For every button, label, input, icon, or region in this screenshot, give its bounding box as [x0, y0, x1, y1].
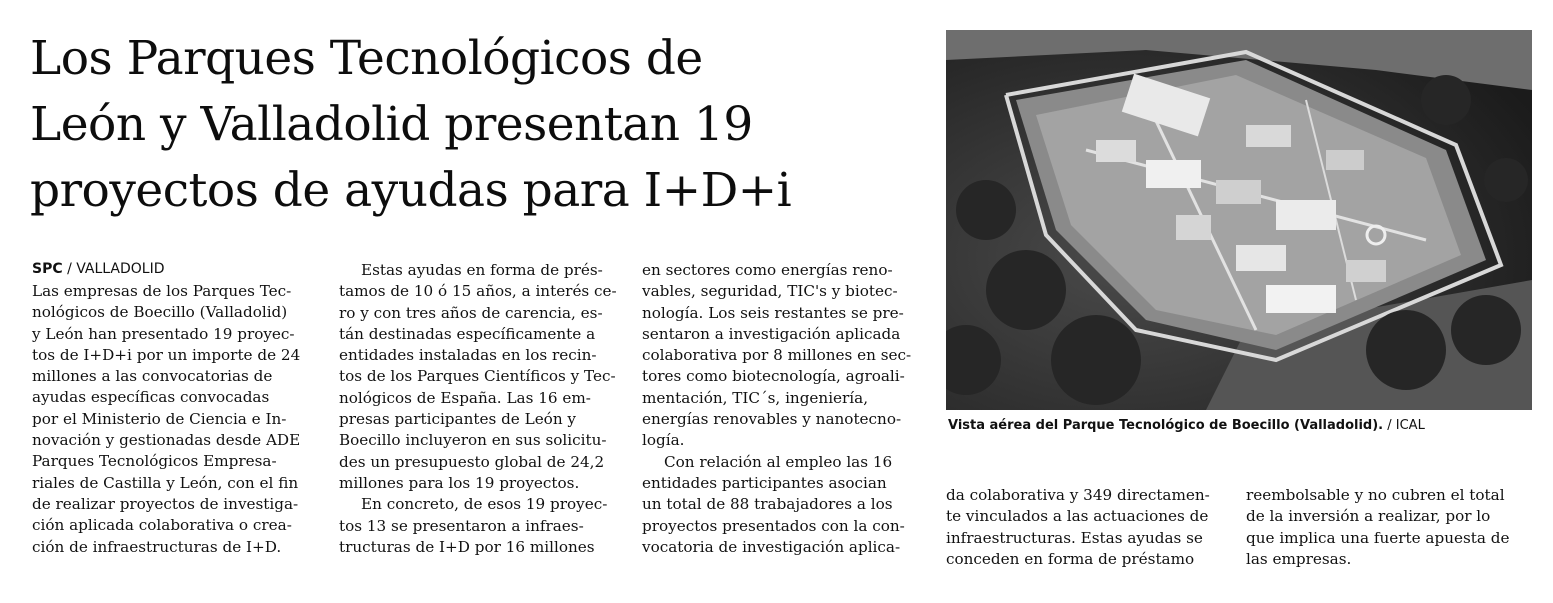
article-line: vables, seguridad, TIC's y biotec- — [642, 282, 898, 301]
article-line: des un presupuesto global de 24,2 — [339, 452, 605, 471]
photo-caption — [948, 418, 1425, 433]
article-line: sentaron a investigación aplicada — [642, 324, 901, 343]
headline-line: Los Parques Tecnológicos de — [30, 31, 703, 86]
article-line: Boecillo incluyeron en sus solicitu- — [339, 431, 607, 450]
article-line: tos de I+D+i por un importe de 24 — [32, 345, 301, 364]
byline-agency: SPC — [32, 261, 63, 277]
article-line: mentación, TIC´s, ingeniería, — [642, 388, 869, 407]
article-column-2 — [339, 260, 617, 558]
byline-place: VALLADOLID — [76, 261, 165, 277]
photo-caption-text: Vista aérea del Parque Tecnológico de Boecillo (Valladolid). — [948, 418, 1384, 433]
article-line: tores como biotecnología, agroali- — [642, 367, 905, 386]
article-line: presas participantes de León y — [339, 410, 577, 429]
article-line: en sectores como energías reno- — [642, 261, 893, 279]
aerial-photo-icon — [946, 30, 1532, 410]
article-line: tán destinadas específicamente a — [339, 324, 596, 343]
article-line: nológicos de España. Las 16 em- — [339, 388, 591, 407]
article-line: tos 13 se presentaron a infraes- — [339, 516, 584, 535]
article-line: Las empresas de los Parques Tec- — [32, 282, 292, 300]
article-line: novación y gestionadas desde ADE — [32, 431, 301, 450]
headline — [30, 26, 910, 224]
article-line: ción aplicada colaborativa o crea- — [32, 516, 292, 535]
article-column-3 — [642, 260, 911, 558]
article-line: infraestructuras. Estas ayudas se — [946, 528, 1203, 547]
article-line: nología. Los seis restantes se pre- — [642, 303, 904, 322]
byline — [32, 261, 165, 277]
article-line: y León han presentado 19 proyec- — [32, 324, 295, 343]
headline-line: proyectos de ayudas para I+D+i — [30, 163, 792, 218]
article-line: entidades participantes asocian — [642, 473, 887, 492]
article-line: ción de infraestructuras de I+D. — [32, 537, 282, 556]
article-line: un total de 88 trabajadores a los — [642, 495, 893, 514]
headline-line: León y Valladolid presentan 19 — [30, 97, 753, 152]
article-column-1 — [32, 281, 300, 558]
photo-credit-separator: / — [1383, 418, 1396, 433]
article-line: proyectos presentados con la con- — [642, 516, 905, 535]
aerial-photo — [946, 30, 1532, 410]
article-line: tos de los Parques Científicos y Tec- — [339, 367, 616, 386]
article-line: conceden en forma de préstamo — [946, 549, 1195, 568]
article-line: energías renovables y nanotecno- — [642, 410, 902, 429]
article-line: que implica una fuerte apuesta de — [1246, 528, 1510, 547]
article-line: tamos de 10 ó 15 años, a interés ce- — [339, 282, 617, 301]
article-line: las empresas. — [1246, 549, 1352, 568]
article-line: Parques Tecnológicos Empresa- — [32, 452, 277, 471]
byline-separator: / — [62, 261, 77, 277]
article-line: por el Ministerio de Ciencia e In- — [32, 409, 287, 428]
article-line: riales de Castilla y León, con el fin — [32, 473, 299, 492]
article-line: colaborativa por 8 millones en sec- — [642, 346, 912, 365]
article-line: Con relación al empleo las 16 — [664, 452, 893, 471]
article-line: entidades instaladas en los recin- — [339, 346, 597, 365]
article-line: vocatoria de investigación aplica- — [642, 537, 901, 556]
article-line: ayudas específicas convocadas — [32, 388, 270, 407]
article-line: da colaborativa y 349 directamen- — [946, 486, 1210, 504]
article-line: millones para los 19 proyectos. — [339, 473, 580, 492]
photo-credit: ICAL — [1395, 418, 1425, 433]
article-line: nológicos de Boecillo (Valladolid) — [32, 303, 288, 322]
article-line: millones a las convocatorias de — [32, 367, 273, 386]
article-line: Estas ayudas en forma de prés- — [361, 261, 603, 279]
article-line: tructuras de I+D por 16 millones — [339, 537, 595, 556]
article-column-5 — [1246, 485, 1509, 570]
article-line: ro y con tres años de carencia, es- — [339, 303, 603, 322]
article-line: te vinculados a las actuaciones de — [946, 507, 1209, 526]
article-column-4 — [946, 485, 1210, 570]
article-line: de realizar proyectos de investiga- — [32, 494, 299, 513]
article-line: reembolsable y no cubren el total — [1246, 486, 1505, 504]
article-line: de la inversión a realizar, por lo — [1246, 507, 1491, 526]
article-line: En concreto, de esos 19 proyec- — [361, 495, 608, 514]
article-line: logía. — [642, 431, 685, 450]
